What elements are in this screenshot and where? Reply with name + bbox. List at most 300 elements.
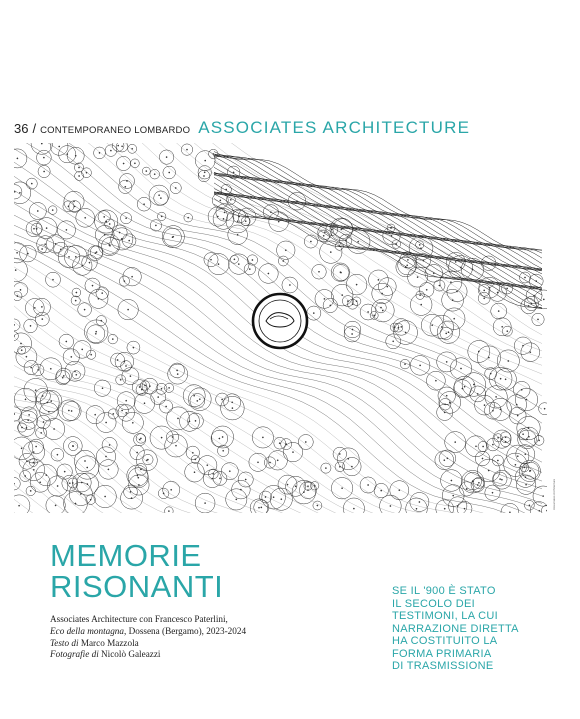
tree-trunk xyxy=(502,326,503,327)
tree-trunk xyxy=(233,172,234,173)
project-location: , Dossena (Bergamo), 2023-2024 xyxy=(124,625,247,636)
tree-trunk xyxy=(90,499,91,500)
tree-trunk xyxy=(171,489,172,490)
ridge-line xyxy=(214,194,542,290)
tree-trunk xyxy=(57,454,58,455)
tree-trunk xyxy=(292,452,293,453)
tree-trunk xyxy=(81,482,82,483)
building-icon xyxy=(253,294,307,348)
tree-trunk xyxy=(524,277,525,278)
tree-trunk xyxy=(270,212,271,213)
tree-trunk xyxy=(252,259,253,260)
tree-trunk xyxy=(374,315,375,316)
tree-canopy xyxy=(449,497,467,513)
tree-trunk xyxy=(99,152,100,153)
title-line-1: MEMORIE xyxy=(50,538,202,573)
tree-trunk xyxy=(488,263,489,264)
tree-trunk xyxy=(17,252,18,253)
page-number: 36 xyxy=(14,121,29,136)
tree-trunk xyxy=(52,210,53,211)
tree-trunk xyxy=(483,446,484,447)
tree-trunk xyxy=(109,244,110,245)
tree-canopy xyxy=(46,496,65,513)
tree-trunk xyxy=(197,400,198,401)
tree-trunk xyxy=(82,349,83,350)
tree-trunk xyxy=(380,307,381,308)
tree-trunk xyxy=(109,223,110,224)
tree-trunk xyxy=(421,304,422,305)
tree-canopy xyxy=(14,182,31,204)
tree-trunk xyxy=(460,267,461,268)
tree-trunk xyxy=(285,250,286,251)
tree-trunk xyxy=(109,444,110,445)
tree-trunk xyxy=(166,157,167,158)
tree-trunk xyxy=(484,290,485,291)
tree-trunk xyxy=(401,326,402,327)
tree-trunk xyxy=(134,163,135,164)
tree-trunk xyxy=(498,437,499,438)
tree-trunk xyxy=(219,478,220,479)
tree-trunk xyxy=(222,399,223,400)
tree-trunk xyxy=(492,410,493,411)
quote-line: HA COSTITUITO LA xyxy=(392,635,498,647)
tree-trunk xyxy=(26,356,27,357)
photo-label: Fotografie di xyxy=(50,649,99,660)
tree-trunk xyxy=(230,199,231,200)
tree-trunk xyxy=(28,420,29,421)
tree-trunk xyxy=(453,495,454,496)
tree-trunk xyxy=(177,370,178,371)
tree-trunk xyxy=(161,388,162,389)
tree-trunk xyxy=(390,227,391,228)
tree-trunk xyxy=(262,437,263,438)
tree-trunk xyxy=(21,427,22,428)
tree-trunk xyxy=(399,490,400,491)
tree-trunk xyxy=(525,454,526,455)
tree-trunk xyxy=(472,269,473,270)
tree-trunk xyxy=(79,175,80,176)
tree-trunk xyxy=(378,279,379,280)
tree-trunk xyxy=(356,284,357,285)
tree-trunk xyxy=(75,300,76,301)
tree-trunk xyxy=(529,470,530,471)
tree-trunk xyxy=(204,172,205,173)
tree-trunk xyxy=(283,260,284,261)
header-separator: / xyxy=(32,121,37,136)
tree-trunk xyxy=(186,149,187,150)
tree-trunk xyxy=(245,221,246,222)
tree-trunk xyxy=(45,244,46,245)
tree-trunk xyxy=(168,511,169,512)
tree-trunk xyxy=(15,270,16,271)
tree-trunk xyxy=(98,298,99,299)
tree-trunk xyxy=(195,459,196,460)
tree-trunk xyxy=(347,301,348,302)
tree-trunk xyxy=(71,410,72,411)
tree-canopy xyxy=(14,495,30,513)
tree-trunk xyxy=(44,171,45,172)
tree-trunk xyxy=(69,483,70,484)
tree-trunk xyxy=(517,415,518,416)
site-plan-svg xyxy=(14,143,547,513)
tree-trunk xyxy=(120,379,121,380)
tree-trunk xyxy=(194,472,195,473)
tree-trunk xyxy=(419,244,420,245)
tree-trunk xyxy=(534,295,535,296)
tree-trunk xyxy=(323,235,324,236)
tree-trunk xyxy=(46,228,47,229)
photo-author: Nicolò Galeazzi xyxy=(98,649,161,660)
tree-trunk xyxy=(85,217,86,218)
tree-trunk xyxy=(307,486,308,487)
tree-canopy xyxy=(539,403,547,415)
tree-trunk xyxy=(353,508,354,509)
tree-trunk xyxy=(295,486,296,487)
contour-line xyxy=(14,485,542,513)
tree-trunk xyxy=(444,508,445,509)
tree-canopy xyxy=(254,500,269,513)
tree-trunk xyxy=(75,256,76,257)
tree-trunk xyxy=(96,331,97,332)
tree-trunk xyxy=(17,158,18,159)
tree-trunk xyxy=(199,399,200,400)
tree-trunk xyxy=(407,265,408,266)
tree-canopy xyxy=(165,507,174,513)
tree-trunk xyxy=(490,373,491,374)
tree-trunk xyxy=(160,198,161,199)
tree-trunk xyxy=(509,512,510,513)
tree-trunk xyxy=(420,295,421,296)
tree-trunk xyxy=(42,319,43,320)
tree-trunk xyxy=(279,443,280,444)
tree-trunk xyxy=(505,437,506,438)
tree-trunk xyxy=(454,318,455,319)
tree-trunk xyxy=(68,256,69,257)
tree-canopy xyxy=(14,333,32,354)
tree-trunk xyxy=(517,456,518,457)
tree-trunk xyxy=(220,200,221,201)
tree-trunk xyxy=(159,195,160,196)
tree-trunk xyxy=(473,384,474,385)
tree-trunk xyxy=(368,311,369,312)
tree-trunk xyxy=(426,289,427,290)
tree-trunk xyxy=(33,469,34,470)
tree-trunk xyxy=(128,309,129,310)
tree-trunk xyxy=(313,313,314,314)
tree-trunk xyxy=(74,371,75,372)
tree-trunk xyxy=(147,459,148,460)
tree-trunk xyxy=(245,479,246,480)
tree-trunk xyxy=(529,505,530,506)
tree-trunk xyxy=(419,501,420,502)
tree-trunk xyxy=(539,510,540,511)
tree-trunk xyxy=(496,396,497,397)
tree-trunk xyxy=(138,484,139,485)
text-author: Marco Mazzola xyxy=(78,637,139,648)
tree-trunk xyxy=(121,238,122,239)
tree-trunk xyxy=(507,331,508,332)
tree-trunk xyxy=(237,221,238,222)
tree-trunk xyxy=(73,201,74,202)
tree-trunk xyxy=(118,145,119,146)
ridge-line xyxy=(214,155,542,258)
ridge-line xyxy=(214,154,542,264)
tree-trunk xyxy=(526,484,527,485)
tree-trunk xyxy=(505,379,506,380)
tree-trunk xyxy=(222,436,223,437)
tree-trunk xyxy=(14,483,15,484)
tree-trunk xyxy=(396,244,397,245)
tree-trunk xyxy=(52,279,53,280)
ridge-line xyxy=(214,152,542,251)
tree-trunk xyxy=(106,422,107,423)
title-line-2: RISONANTI xyxy=(50,569,224,604)
tree-trunk xyxy=(203,175,204,176)
tree-trunk xyxy=(475,446,476,447)
tree-trunk xyxy=(144,204,145,205)
tree-trunk xyxy=(537,319,538,320)
tree-trunk xyxy=(66,229,67,230)
tree-canopy xyxy=(14,149,27,168)
tree-trunk xyxy=(194,395,195,396)
tree-trunk xyxy=(234,259,235,260)
tree-trunk xyxy=(91,354,92,355)
quote-line: SE IL '900 È STATO xyxy=(392,585,496,597)
tree-trunk xyxy=(132,276,133,277)
tree-trunk xyxy=(188,217,189,218)
tree-trunk xyxy=(417,277,418,278)
tree-trunk xyxy=(232,402,233,403)
tree-trunk xyxy=(390,505,391,506)
tree-trunk xyxy=(149,386,150,387)
tree-trunk xyxy=(342,295,343,296)
tree-trunk xyxy=(96,252,97,253)
tree-trunk xyxy=(460,368,461,369)
tree-trunk xyxy=(446,361,447,362)
tree-trunk xyxy=(126,218,127,219)
tree-trunk xyxy=(210,259,211,260)
tree-trunk xyxy=(144,385,145,386)
tree-trunk xyxy=(66,341,67,342)
tree-trunk xyxy=(447,458,448,459)
contour-line xyxy=(14,513,542,514)
tree-trunk xyxy=(352,329,353,330)
tree-trunk xyxy=(75,503,76,504)
tree-canopy xyxy=(64,492,88,513)
tree-trunk xyxy=(223,450,224,451)
tree-trunk xyxy=(33,452,34,453)
tree-trunk xyxy=(41,432,42,433)
tree-canopy xyxy=(14,477,20,490)
tree-trunk xyxy=(132,422,133,423)
project-title: ASSOCIATES ARCHITECTURE xyxy=(198,118,471,137)
tree-trunk xyxy=(59,146,60,147)
tree-trunk xyxy=(84,309,85,310)
tree-canopy xyxy=(530,502,547,513)
tree-trunk xyxy=(137,475,138,476)
tree-trunk xyxy=(43,157,44,158)
tree-trunk xyxy=(277,460,278,461)
tree-trunk xyxy=(130,491,131,492)
tree-trunk xyxy=(420,248,421,249)
tree-trunk xyxy=(14,413,15,414)
tree-trunk xyxy=(37,210,38,211)
tree-trunk xyxy=(223,218,224,219)
tree-trunk xyxy=(146,171,147,172)
tree-trunk xyxy=(522,345,523,346)
tree-trunk xyxy=(278,221,279,222)
tree-trunk xyxy=(104,234,105,235)
tree-trunk xyxy=(14,191,15,192)
section-name: CONTEMPORANEO LOMBARDO xyxy=(40,125,191,136)
tree-trunk xyxy=(20,289,21,290)
tree-trunk xyxy=(528,436,529,437)
contour-line xyxy=(14,412,542,513)
tree-trunk xyxy=(342,488,343,489)
tree-trunk xyxy=(305,441,306,442)
tree-trunk xyxy=(92,285,93,286)
tree-trunk xyxy=(105,456,106,457)
tree-trunk xyxy=(330,305,331,306)
tree-trunk xyxy=(536,281,537,282)
tree-trunk xyxy=(281,499,282,500)
tree-trunk xyxy=(488,470,489,471)
tree-trunk xyxy=(526,399,527,400)
tree-trunk xyxy=(325,468,326,469)
tree-trunk xyxy=(117,359,118,360)
tree-trunk xyxy=(122,410,123,411)
tree-trunk xyxy=(155,225,156,226)
tree-trunk xyxy=(269,462,270,463)
ridge-line xyxy=(214,172,542,269)
tree-trunk xyxy=(20,343,21,344)
tree-trunk xyxy=(381,490,382,491)
tree-trunk xyxy=(40,482,41,483)
tree-trunk xyxy=(75,155,76,156)
tree-trunk xyxy=(30,490,31,491)
tree-trunk xyxy=(423,260,424,261)
tree-trunk xyxy=(446,333,447,334)
tree-trunk xyxy=(339,453,340,454)
tree-trunk xyxy=(46,475,47,476)
tree-trunk xyxy=(523,434,524,435)
tree-trunk xyxy=(497,460,498,461)
tree-trunk xyxy=(64,471,65,472)
image-credit: Associates Architecture xyxy=(552,478,556,510)
tree-trunk xyxy=(139,439,140,440)
tree-trunk xyxy=(25,399,26,400)
tree-trunk xyxy=(78,167,79,168)
tree-trunk xyxy=(528,305,529,306)
tree-trunk xyxy=(287,484,288,485)
tree-trunk xyxy=(14,336,15,337)
tree-trunk xyxy=(19,192,20,193)
tree-trunk xyxy=(477,393,478,394)
tree-trunk xyxy=(477,484,478,485)
tree-trunk xyxy=(163,493,164,494)
tree-trunk xyxy=(451,480,452,481)
tree-trunk xyxy=(126,412,127,413)
tree-trunk xyxy=(137,452,138,453)
tree-trunk xyxy=(50,368,51,369)
tree-trunk xyxy=(492,492,493,493)
tree-trunk xyxy=(273,497,274,498)
credit-line-2 xyxy=(50,626,350,638)
tree-trunk xyxy=(74,206,75,207)
tree-trunk xyxy=(21,448,22,449)
ridge-line xyxy=(214,155,542,250)
tree-trunk xyxy=(140,438,141,439)
tree-trunk xyxy=(132,148,133,149)
tree-trunk xyxy=(144,403,145,404)
tree-trunk xyxy=(318,271,319,272)
tree-trunk xyxy=(482,458,483,459)
quote-line: FORMA PRIMARIA xyxy=(392,647,492,660)
tree-trunk xyxy=(324,298,325,299)
tree-trunk xyxy=(55,505,56,506)
tree-trunk xyxy=(125,186,126,187)
tree-trunk xyxy=(43,421,44,422)
tree-trunk xyxy=(310,241,311,242)
tree-trunk xyxy=(530,352,531,353)
tree-trunk xyxy=(102,388,103,389)
tree-trunk xyxy=(36,228,37,229)
tree-trunk xyxy=(131,498,132,499)
tree-trunk xyxy=(455,261,456,262)
tree-trunk xyxy=(119,232,120,233)
tree-trunk xyxy=(331,229,332,230)
tree-trunk xyxy=(31,367,32,368)
tree-trunk xyxy=(139,386,140,387)
tree-trunk xyxy=(441,326,442,327)
tree-trunk xyxy=(464,508,465,509)
credit-line-1: Associates Architecture con Francesco Paterlini, xyxy=(50,614,228,624)
tree-trunk xyxy=(112,339,113,340)
credit-line-3 xyxy=(50,638,350,650)
contour-line xyxy=(14,406,542,513)
tree-trunk xyxy=(218,264,219,265)
tree-trunk xyxy=(158,397,159,398)
quote-line: DI TRASMISSIONE xyxy=(392,660,494,672)
tree-trunk xyxy=(124,361,125,362)
tree-trunk xyxy=(102,293,103,294)
tree-trunk xyxy=(240,489,241,490)
tree-trunk xyxy=(472,481,473,482)
tree-trunk xyxy=(505,441,506,442)
tree-canopy xyxy=(533,486,547,506)
tree-trunk xyxy=(352,333,353,334)
quote-line: NARRAZIONE DIRETTA xyxy=(392,622,519,635)
tree-trunk xyxy=(95,253,96,254)
tree-trunk xyxy=(212,478,213,479)
tree-trunk xyxy=(439,285,440,286)
tree-trunk xyxy=(531,303,532,304)
tree-trunk xyxy=(500,479,501,480)
tree-trunk xyxy=(124,281,125,282)
tree-trunk xyxy=(169,172,170,173)
tree-trunk xyxy=(351,466,352,467)
tree-trunk xyxy=(161,437,162,438)
tree-trunk xyxy=(125,365,126,366)
tree-trunk xyxy=(492,444,493,445)
article-credits xyxy=(50,614,350,661)
contour-line xyxy=(14,420,542,513)
project-name: Eco della montagna xyxy=(50,625,124,636)
article-title xyxy=(50,540,350,602)
quote-line: TESTIMONI, LA CUI xyxy=(392,610,498,622)
tree-trunk xyxy=(213,473,214,474)
tree-trunk xyxy=(501,479,502,480)
